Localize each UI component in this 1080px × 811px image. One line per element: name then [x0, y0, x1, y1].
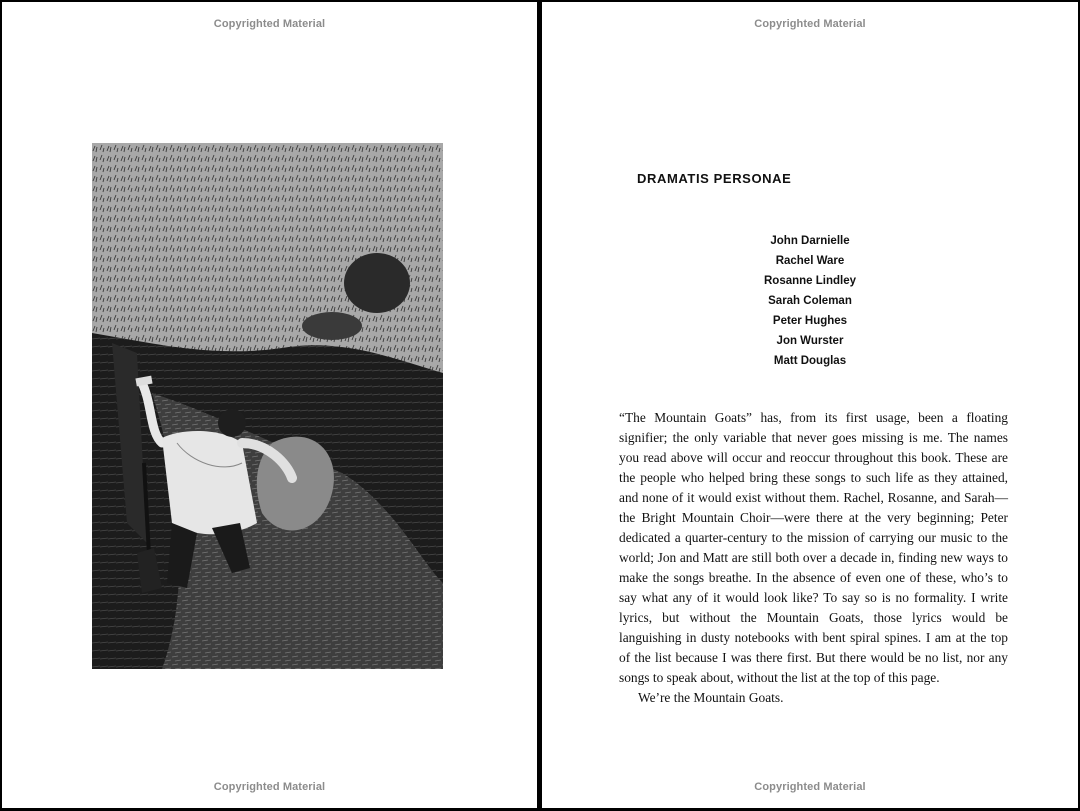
body-paragraph: “The Mountain Goats” has, from its first usage, been a floating signifier; the only variable that never goes missing is me. The names you read above will occur and reoccur throughout this book. These are the people who helped bring these songs to such life as they attained, and none of it would exist without them. Rachel, Rosanne, and Sarah—the Bright Mountain Choir—were there at the very beginning; Peter dedicated a quarter-century to the mission of carrying our music to the world; Jon and Matt are still both over a decade in, finding new ways to make the songs breathe. In the absence of even one of these, who’s to say what any of it would look like? To say so is no formality. I write lyrics, but without the Mountain Goats, those lyrics would be languishing in dusty notebooks with bent spiral spines. I am at the top of the list because I was there first. But there would be no list, nor any songs to speak about, without the list at the top of this page.: [619, 410, 1008, 685]
section-heading: DRAMATIS PERSONAE: [637, 171, 792, 186]
watermark-top: Copyrighted Material: [754, 18, 866, 30]
cast-member: Jon Wurster: [776, 335, 844, 347]
cast-member: Rosanne Lindley: [763, 275, 857, 287]
cast-list: [542, 231, 1078, 371]
right-page: [542, 2, 1078, 808]
cast-member: Rachel Ware: [775, 255, 845, 267]
left-page: [2, 2, 537, 808]
cast-member: Matt Douglas: [773, 355, 847, 367]
body-text: [619, 408, 1008, 708]
watermark-bottom: Copyrighted Material: [754, 781, 866, 793]
watermark-top: Copyrighted Material: [213, 18, 326, 30]
man-digging-illustration: [92, 143, 443, 669]
closing-line: We’re the Mountain Goats.: [638, 690, 784, 705]
cast-member: Sarah Coleman: [768, 295, 852, 307]
watermark-bottom: Copyrighted Material: [213, 781, 326, 793]
cast-member: Peter Hughes: [772, 315, 848, 327]
cast-member: John Darnielle: [770, 235, 850, 247]
